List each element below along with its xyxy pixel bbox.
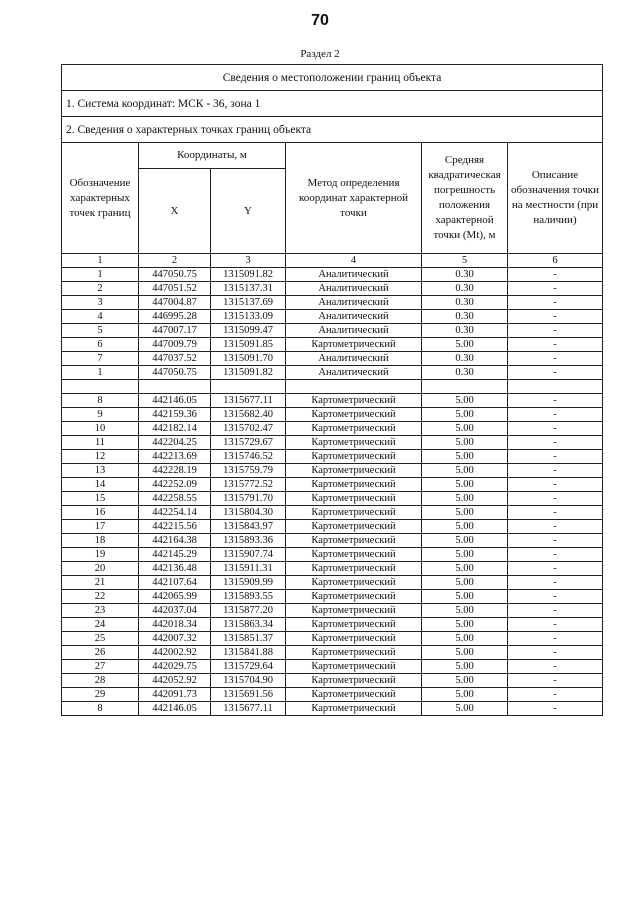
table-cell: - <box>508 282 603 296</box>
table-cell: Аналитический <box>286 282 422 296</box>
table-cell: 442136.48 <box>139 562 211 576</box>
table-cell: 442002.92 <box>139 646 211 660</box>
table-cell: Картометрический <box>286 618 422 632</box>
table-row <box>62 688 603 702</box>
table-row <box>62 548 603 562</box>
table-cell: 5.00 <box>422 590 508 604</box>
table-cell: Картометрический <box>286 422 422 436</box>
table-cell: 1315091.70 <box>211 352 286 366</box>
table-cell: - <box>508 422 603 436</box>
table-cell: 442037.04 <box>139 604 211 618</box>
table-cell: Картометрический <box>286 632 422 646</box>
table-row <box>62 478 603 492</box>
header-desc: Описание обозначения точки на местности (при наличии) <box>508 143 603 254</box>
table-row <box>62 520 603 534</box>
table-row <box>62 618 603 632</box>
table-cell: 1315704.90 <box>211 674 286 688</box>
blank-cell <box>508 380 603 394</box>
table-cell: 5.00 <box>422 506 508 520</box>
table-cell: 442065.99 <box>139 590 211 604</box>
table-cell: 5.00 <box>422 436 508 450</box>
table-cell: 1315729.67 <box>211 436 286 450</box>
table-cell: Картометрический <box>286 436 422 450</box>
table-cell: Картометрический <box>286 646 422 660</box>
table-row <box>62 576 603 590</box>
table-cell: 447050.75 <box>139 268 211 282</box>
table-cell: 442018.34 <box>139 618 211 632</box>
table-cell: 8 <box>62 394 139 408</box>
table-cell: - <box>508 562 603 576</box>
header-y: Y <box>211 169 286 254</box>
table-cell: 11 <box>62 436 139 450</box>
table-title: Сведения о местоположении границ объекта <box>62 65 603 91</box>
table-cell: - <box>508 464 603 478</box>
header-row <box>62 143 603 169</box>
header-coords: Координаты, м <box>139 143 286 169</box>
table-cell: 442146.05 <box>139 702 211 716</box>
blank-cell <box>286 380 422 394</box>
table-cell: Картометрический <box>286 394 422 408</box>
table-cell: 442204.25 <box>139 436 211 450</box>
table-cell: Картометрический <box>286 492 422 506</box>
table-cell: 0.30 <box>422 324 508 338</box>
table-cell: Аналитический <box>286 296 422 310</box>
table-cell: 1315702.47 <box>211 422 286 436</box>
table-cell: - <box>508 548 603 562</box>
table-cell: 24 <box>62 618 139 632</box>
table-cell: 1315682.40 <box>211 408 286 422</box>
table-cell: - <box>508 688 603 702</box>
table-cell: 23 <box>62 604 139 618</box>
table-cell: 20 <box>62 562 139 576</box>
table-cell: Картометрический <box>286 674 422 688</box>
table-cell: 442159.36 <box>139 408 211 422</box>
table-row <box>62 660 603 674</box>
coord-system: 1. Система координат: МСК - 36, зона 1 <box>62 91 603 117</box>
blank-cell <box>422 380 508 394</box>
table-cell: 442052.92 <box>139 674 211 688</box>
table-cell: 1315893.36 <box>211 534 286 548</box>
table-cell: 1315137.31 <box>211 282 286 296</box>
col-number: 3 <box>211 254 286 268</box>
table-cell: 1315091.85 <box>211 338 286 352</box>
blank-cell <box>62 380 139 394</box>
table-cell: 5.00 <box>422 450 508 464</box>
table-cell: 5.00 <box>422 464 508 478</box>
table-cell: Аналитический <box>286 310 422 324</box>
table-row <box>62 352 603 366</box>
table-cell: 17 <box>62 520 139 534</box>
table-cell: 1315759.79 <box>211 464 286 478</box>
table-cell: 442258.55 <box>139 492 211 506</box>
table-cell: Картометрический <box>286 562 422 576</box>
table-cell: - <box>508 576 603 590</box>
table-cell: - <box>508 534 603 548</box>
table-title-row <box>62 65 603 91</box>
table-row <box>62 646 603 660</box>
table-cell: Аналитический <box>286 268 422 282</box>
table-cell: 5.00 <box>422 576 508 590</box>
table-cell: 5.00 <box>422 394 508 408</box>
table-row <box>62 436 603 450</box>
table-cell: 9 <box>62 408 139 422</box>
table-cell: 5.00 <box>422 646 508 660</box>
table-cell: 26 <box>62 646 139 660</box>
table-cell: Картометрический <box>286 688 422 702</box>
table-cell: 1315746.52 <box>211 450 286 464</box>
table-row <box>62 366 603 380</box>
table-row <box>62 702 603 716</box>
page-number: 70 <box>311 12 329 29</box>
table-cell: 1315791.70 <box>211 492 286 506</box>
table-cell: 0.30 <box>422 352 508 366</box>
table-cell: 442215.56 <box>139 520 211 534</box>
table-cell: 5.00 <box>422 618 508 632</box>
table-cell: - <box>508 632 603 646</box>
table-cell: 442029.75 <box>139 660 211 674</box>
table-row <box>62 422 603 436</box>
table-cell: 442182.14 <box>139 422 211 436</box>
table-cell: 15 <box>62 492 139 506</box>
table-cell: 12 <box>62 450 139 464</box>
table-cell: 5.00 <box>422 422 508 436</box>
table-cell: 447007.17 <box>139 324 211 338</box>
table-cell: 442146.05 <box>139 394 211 408</box>
table-cell: 1315909.99 <box>211 576 286 590</box>
table-cell: 1315677.11 <box>211 702 286 716</box>
table-cell: 5.00 <box>422 492 508 506</box>
table-cell: 442213.69 <box>139 450 211 464</box>
header-x: X <box>139 169 211 254</box>
table-cell: 25 <box>62 632 139 646</box>
table-cell: 1315863.34 <box>211 618 286 632</box>
table-row <box>62 674 603 688</box>
table-cell: Картометрический <box>286 450 422 464</box>
table-cell: - <box>508 394 603 408</box>
table-cell: 19 <box>62 548 139 562</box>
table-row <box>62 394 603 408</box>
table-cell: 0.30 <box>422 366 508 380</box>
table-cell: 5.00 <box>422 674 508 688</box>
table-cell: Картометрический <box>286 548 422 562</box>
table-cell: 442145.29 <box>139 548 211 562</box>
table-cell: 442007.32 <box>139 632 211 646</box>
table-cell: 1315893.55 <box>211 590 286 604</box>
table-cell: 1315851.37 <box>211 632 286 646</box>
table-cell: 1 <box>62 366 139 380</box>
table-row <box>62 590 603 604</box>
table-cell: 29 <box>62 688 139 702</box>
table-cell: 5.00 <box>422 534 508 548</box>
col-number: 5 <box>422 254 508 268</box>
points-title-row <box>62 117 603 143</box>
table-cell: 28 <box>62 674 139 688</box>
table-cell: - <box>508 352 603 366</box>
table-cell: - <box>508 618 603 632</box>
table-cell: 5.00 <box>422 408 508 422</box>
table-cell: - <box>508 310 603 324</box>
table-row <box>62 562 603 576</box>
table-cell: Аналитический <box>286 324 422 338</box>
table-cell: 5.00 <box>422 660 508 674</box>
table-cell: - <box>508 520 603 534</box>
table-cell: 442252.09 <box>139 478 211 492</box>
column-numbers-row <box>62 254 603 268</box>
table-cell: 1315772.52 <box>211 478 286 492</box>
table-row <box>62 338 603 352</box>
table-cell: - <box>508 436 603 450</box>
table-row <box>62 632 603 646</box>
table-cell: Картометрический <box>286 576 422 590</box>
table-cell: 27 <box>62 660 139 674</box>
blank-cell <box>139 380 211 394</box>
table-cell: 447004.87 <box>139 296 211 310</box>
table-cell: Картометрический <box>286 702 422 716</box>
table-cell: 5.00 <box>422 478 508 492</box>
col-number: 4 <box>286 254 422 268</box>
table-cell: - <box>508 646 603 660</box>
table-cell: - <box>508 702 603 716</box>
table-cell: 8 <box>62 702 139 716</box>
header-error: Средняя квадратическая погрешность положения характерной точки (Mt), м <box>422 143 508 254</box>
table-cell: 1315099.47 <box>211 324 286 338</box>
table-cell: 14 <box>62 478 139 492</box>
col-number: 2 <box>139 254 211 268</box>
table-cell: 2 <box>62 282 139 296</box>
table-cell: 442228.19 <box>139 464 211 478</box>
table-row <box>62 268 603 282</box>
table-cell: - <box>508 296 603 310</box>
table-cell: 446995.28 <box>139 310 211 324</box>
table-cell: 10 <box>62 422 139 436</box>
table-row <box>62 408 603 422</box>
table-cell: - <box>508 478 603 492</box>
table-cell: 442254.14 <box>139 506 211 520</box>
table-cell: - <box>508 450 603 464</box>
table-cell: - <box>508 506 603 520</box>
table-cell: 0.30 <box>422 296 508 310</box>
table-cell: 0.30 <box>422 282 508 296</box>
table-row <box>62 506 603 520</box>
col-number: 1 <box>62 254 139 268</box>
table-cell: - <box>508 492 603 506</box>
table-cell: 1315907.74 <box>211 548 286 562</box>
table-row <box>62 282 603 296</box>
table-cell: 447009.79 <box>139 338 211 352</box>
section-label: Раздел 2 <box>300 48 340 60</box>
table-cell: 5.00 <box>422 632 508 646</box>
table-cell: 5.00 <box>422 604 508 618</box>
table-cell: 1315691.56 <box>211 688 286 702</box>
table-cell: 5.00 <box>422 520 508 534</box>
table-cell: 13 <box>62 464 139 478</box>
table-cell: 18 <box>62 534 139 548</box>
table-cell: Картометрический <box>286 464 422 478</box>
table-cell: 1315677.11 <box>211 394 286 408</box>
table-cell: 5.00 <box>422 702 508 716</box>
coord-system-row <box>62 91 603 117</box>
table-cell: - <box>508 268 603 282</box>
table-row <box>62 604 603 618</box>
table-cell: - <box>508 674 603 688</box>
table-cell: Картометрический <box>286 338 422 352</box>
table-row <box>62 296 603 310</box>
table-cell: - <box>508 338 603 352</box>
table-cell: 1315729.64 <box>211 660 286 674</box>
table-cell: 1315804.30 <box>211 506 286 520</box>
blank-cell <box>211 380 286 394</box>
table-cell: Аналитический <box>286 352 422 366</box>
col-number: 6 <box>508 254 603 268</box>
table-cell: - <box>508 604 603 618</box>
table-cell: Картометрический <box>286 408 422 422</box>
table-cell: - <box>508 366 603 380</box>
table-cell: Картометрический <box>286 604 422 618</box>
table-cell: 22 <box>62 590 139 604</box>
table-row <box>62 464 603 478</box>
table-cell: 1315843.97 <box>211 520 286 534</box>
table-cell: 5 <box>62 324 139 338</box>
table-cell: Картометрический <box>286 534 422 548</box>
table-cell: 16 <box>62 506 139 520</box>
table-cell: Картометрический <box>286 660 422 674</box>
points-title: 2. Сведения о характерных точках границ объекта <box>62 117 603 143</box>
table-row <box>62 310 603 324</box>
table-cell: 3 <box>62 296 139 310</box>
table-cell: 0.30 <box>422 310 508 324</box>
table-cell: - <box>508 660 603 674</box>
table-cell: 447051.52 <box>139 282 211 296</box>
table-cell: 447037.52 <box>139 352 211 366</box>
table-row <box>62 534 603 548</box>
table-row <box>62 324 603 338</box>
table-cell: 5.00 <box>422 548 508 562</box>
table-cell: 0.30 <box>422 268 508 282</box>
table-cell: 5.00 <box>422 338 508 352</box>
table-cell: 5.00 <box>422 562 508 576</box>
table-cell: 442164.38 <box>139 534 211 548</box>
table-cell: Аналитический <box>286 366 422 380</box>
table-cell: 442107.64 <box>139 576 211 590</box>
table-cell: 447050.75 <box>139 366 211 380</box>
table-row <box>62 492 603 506</box>
table-cell: 1315137.69 <box>211 296 286 310</box>
table-cell: 1315911.31 <box>211 562 286 576</box>
table-cell: 1315133.09 <box>211 310 286 324</box>
table-cell: Картометрический <box>286 590 422 604</box>
table-cell: 1315877.20 <box>211 604 286 618</box>
table-cell: - <box>508 590 603 604</box>
table-cell: - <box>508 324 603 338</box>
table-cell: 7 <box>62 352 139 366</box>
table-cell: Картометрический <box>286 520 422 534</box>
table-cell: Картометрический <box>286 506 422 520</box>
boundary-table <box>61 64 603 716</box>
header-point: Обозначение характерных точек границ <box>62 143 139 254</box>
header-method: Метод определения координат характерной точки <box>286 143 422 254</box>
table-cell: 5.00 <box>422 688 508 702</box>
table-cell: 1 <box>62 268 139 282</box>
blank-row <box>62 380 603 394</box>
table-cell: 4 <box>62 310 139 324</box>
table-cell: Картометрический <box>286 478 422 492</box>
table-row <box>62 450 603 464</box>
table-cell: 6 <box>62 338 139 352</box>
table-cell: - <box>508 408 603 422</box>
table-cell: 1315091.82 <box>211 366 286 380</box>
table-cell: 1315841.88 <box>211 646 286 660</box>
table-cell: 1315091.82 <box>211 268 286 282</box>
table-cell: 442091.73 <box>139 688 211 702</box>
table-cell: 21 <box>62 576 139 590</box>
